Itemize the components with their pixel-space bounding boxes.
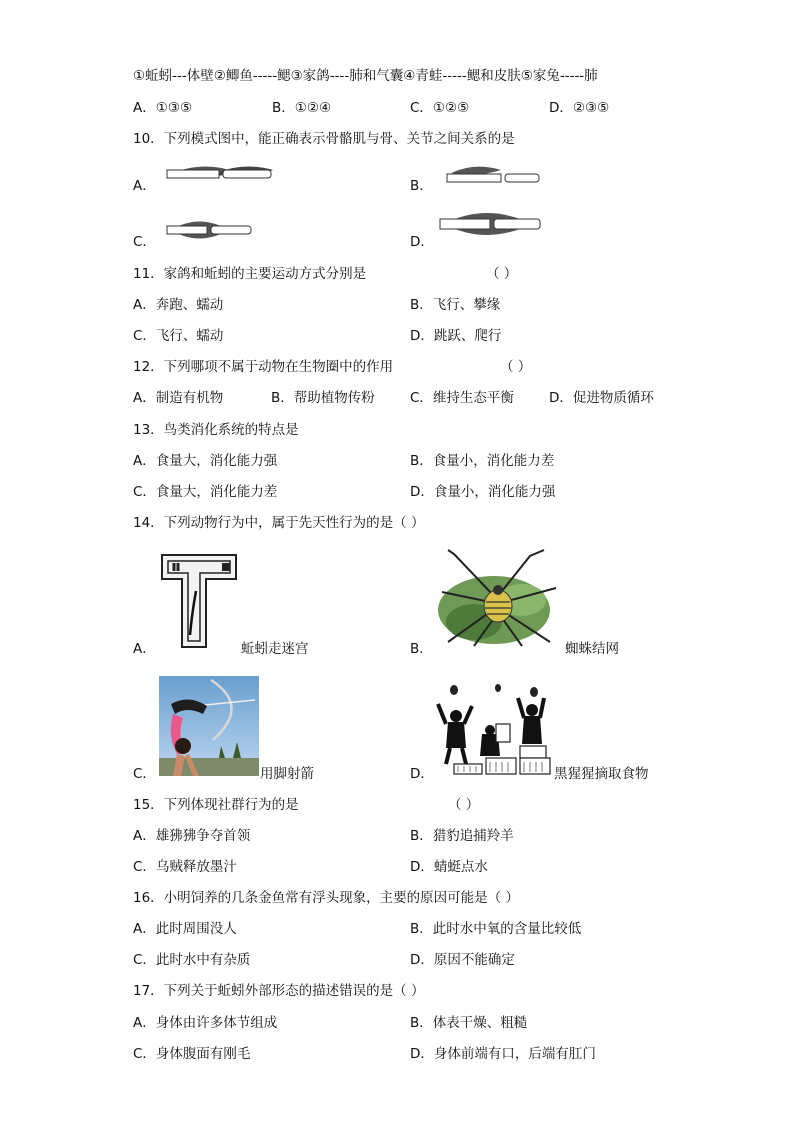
q12-stem: 12．下列哪项不属于动物在生物圈中的作用 — [133, 359, 394, 375]
q15-option-d: D．蜻蜓点水 — [410, 859, 488, 875]
archer-image — [159, 676, 259, 776]
q17-option-d: D．身体前端有口，后端有肛门 — [410, 1046, 596, 1062]
q16-option-b: B．此时水中氧的含量比较低 — [410, 921, 582, 937]
q10-figure-a — [165, 158, 277, 190]
q16-option-d: D．原因不能确定 — [410, 952, 515, 968]
q11-option-d: D．跳跃、爬行 — [410, 328, 502, 344]
q14-label-b: B． — [410, 641, 433, 657]
q9-option-d: D．②③⑤ — [549, 100, 610, 116]
q13-option-d: D．食量小，消化能力强 — [410, 484, 556, 500]
q15-option-c: C．乌贼释放墨汁 — [133, 859, 237, 875]
q10-label-a: A． — [133, 178, 156, 194]
q10-figure-b — [445, 160, 541, 190]
q12-option-a: A．制造有机物 — [133, 390, 224, 406]
q11-answer-paren: （ ） — [486, 266, 518, 282]
q14-label-a: A． — [133, 641, 156, 657]
q12-answer-paren: （ ） — [500, 359, 532, 375]
q13-option-c: C．食量大，消化能力差 — [133, 484, 278, 500]
q17-option-a: A．身体由许多体节组成 — [133, 1015, 278, 1031]
q11-stem: 11．家鸽和蚯蚓的主要运动方式分别是 — [133, 266, 367, 282]
q14-caption-c: 用脚射箭 — [260, 766, 314, 782]
q17-stem: 17．下列关于蚯蚓外部形态的描述错误的是（ ） — [133, 983, 425, 999]
q11-option-a: A．奔跑、蠕动 — [133, 297, 224, 313]
q15-stem: 15．下列体现社群行为的是 — [133, 797, 299, 813]
q14-label-c: C． — [133, 766, 156, 782]
q13-stem: 13．鸟类消化系统的特点是 — [133, 422, 299, 438]
q16-stem: 16．小明饲养的几条金鱼常有浮头现象，主要的原因可能是（ ） — [133, 890, 519, 906]
q15-answer-paren: （ ） — [448, 797, 480, 813]
q10-figure-c — [165, 213, 255, 247]
q16-option-c: C．此时水中有杂质 — [133, 952, 251, 968]
q9-option-b: B．①②④ — [272, 100, 332, 116]
q10-label-d: D． — [410, 234, 434, 250]
q14-caption-d: 黑猩猩摘取食物 — [554, 766, 649, 782]
q10-figure-d — [436, 202, 548, 246]
q10-label-b: B． — [410, 178, 433, 194]
q9-option-a: A．①③⑤ — [133, 100, 193, 116]
q10-label-c: C． — [133, 234, 156, 250]
q12-option-b: B．帮助植物传粉 — [271, 390, 375, 406]
q12-option-c: C．维持生态平衡 — [410, 390, 514, 406]
q15-option-a: A．雄狒狒争夺首领 — [133, 828, 251, 844]
q9-stem: ①蚯蚓---体壁②鲫鱼-----鳃③家鸽----肺和气囊④青蛙-----鳃和皮肤⑤家兔-----肺 — [133, 68, 598, 84]
q9-option-c: C．①②⑤ — [410, 100, 470, 116]
q15-option-b: B．猎豹追捕羚羊 — [410, 828, 514, 844]
q13-option-a: A．食量大，消化能力强 — [133, 453, 278, 469]
q17-option-c: C．身体腹面有刚毛 — [133, 1046, 251, 1062]
q16-option-a: A．此时周围没人 — [133, 921, 237, 937]
q11-option-b: B．飞行、攀缘 — [410, 297, 501, 313]
q14-stem: 14．下列动物行为中，属于先天性行为的是（ ） — [133, 515, 425, 531]
maze-image — [160, 551, 240, 651]
q12-option-d: D．促进物质循环 — [549, 390, 654, 406]
q14-caption-b: 蜘蛛结网 — [565, 641, 619, 657]
q17-option-b: B．体表干燥、粗糙 — [410, 1015, 528, 1031]
q11-option-c: C．飞行、蠕动 — [133, 328, 224, 344]
spider-web-image — [434, 548, 564, 648]
q10-stem: 10．下列模式图中，能正确表示骨骼肌与骨、关节之间关系的是 — [133, 131, 515, 147]
q14-caption-a: 蚯蚓走迷宫 — [241, 641, 309, 657]
q13-option-b: B．食量小，消化能力差 — [410, 453, 555, 469]
chimpanzee-image — [434, 684, 552, 776]
q14-label-d: D． — [410, 766, 434, 782]
